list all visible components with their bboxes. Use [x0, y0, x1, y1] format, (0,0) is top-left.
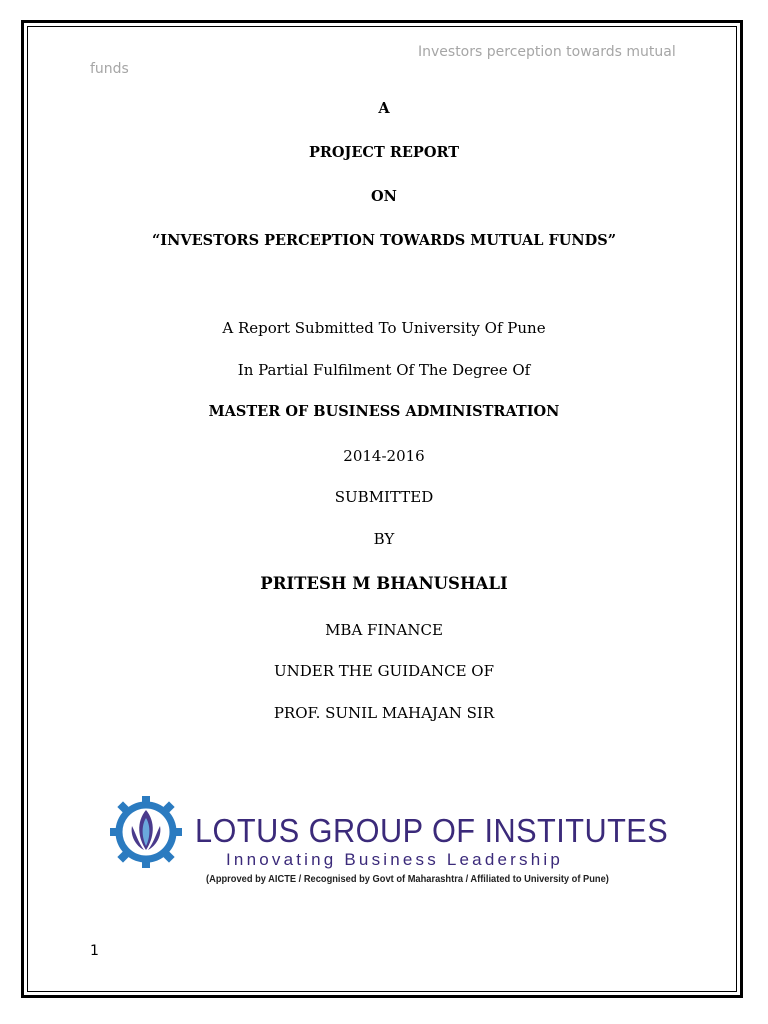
academic-years: 2014-2016 [343, 447, 425, 465]
lotus-gear-emblem-icon [108, 792, 186, 874]
degree-title: MASTER OF BUSINESS ADMINISTRATION [208, 403, 560, 420]
running-header-continued: funds [90, 61, 129, 77]
title-project-report: PROJECT REPORT [308, 144, 460, 161]
author-name: PRITESH M BHANUSHALI [260, 574, 508, 593]
page-number: 1 [90, 943, 99, 959]
specialization: MBA FINANCE [325, 621, 443, 639]
guidance-label: UNDER THE GUIDANCE OF [273, 662, 495, 680]
submitted-label: SUBMITTED [334, 488, 434, 506]
partial-fulfilment-text: In Partial Fulfilment Of The Degree Of [237, 361, 531, 379]
logo-name: LOTUS GROUP OF INSTITUTES [195, 812, 669, 849]
title-on: ON [371, 188, 397, 205]
title-a: A [378, 100, 390, 117]
submitted-to-text: A Report Submitted To University Of Pune [222, 319, 546, 337]
report-title: “INVESTORS PERCEPTION TOWARDS MUTUAL FUNDS” [151, 232, 617, 249]
by-label: BY [373, 530, 395, 548]
logo-tagline: Innovating Business Leadership [226, 850, 563, 869]
running-header: Investors perception towards mutual [418, 44, 676, 60]
guide-name: PROF. SUNIL MAHAJAN SIR [273, 704, 495, 722]
logo-approval: (Approved by AICTE / Recognised by Govt of Maharashtra / Affiliated to University of Pune) [206, 874, 609, 885]
